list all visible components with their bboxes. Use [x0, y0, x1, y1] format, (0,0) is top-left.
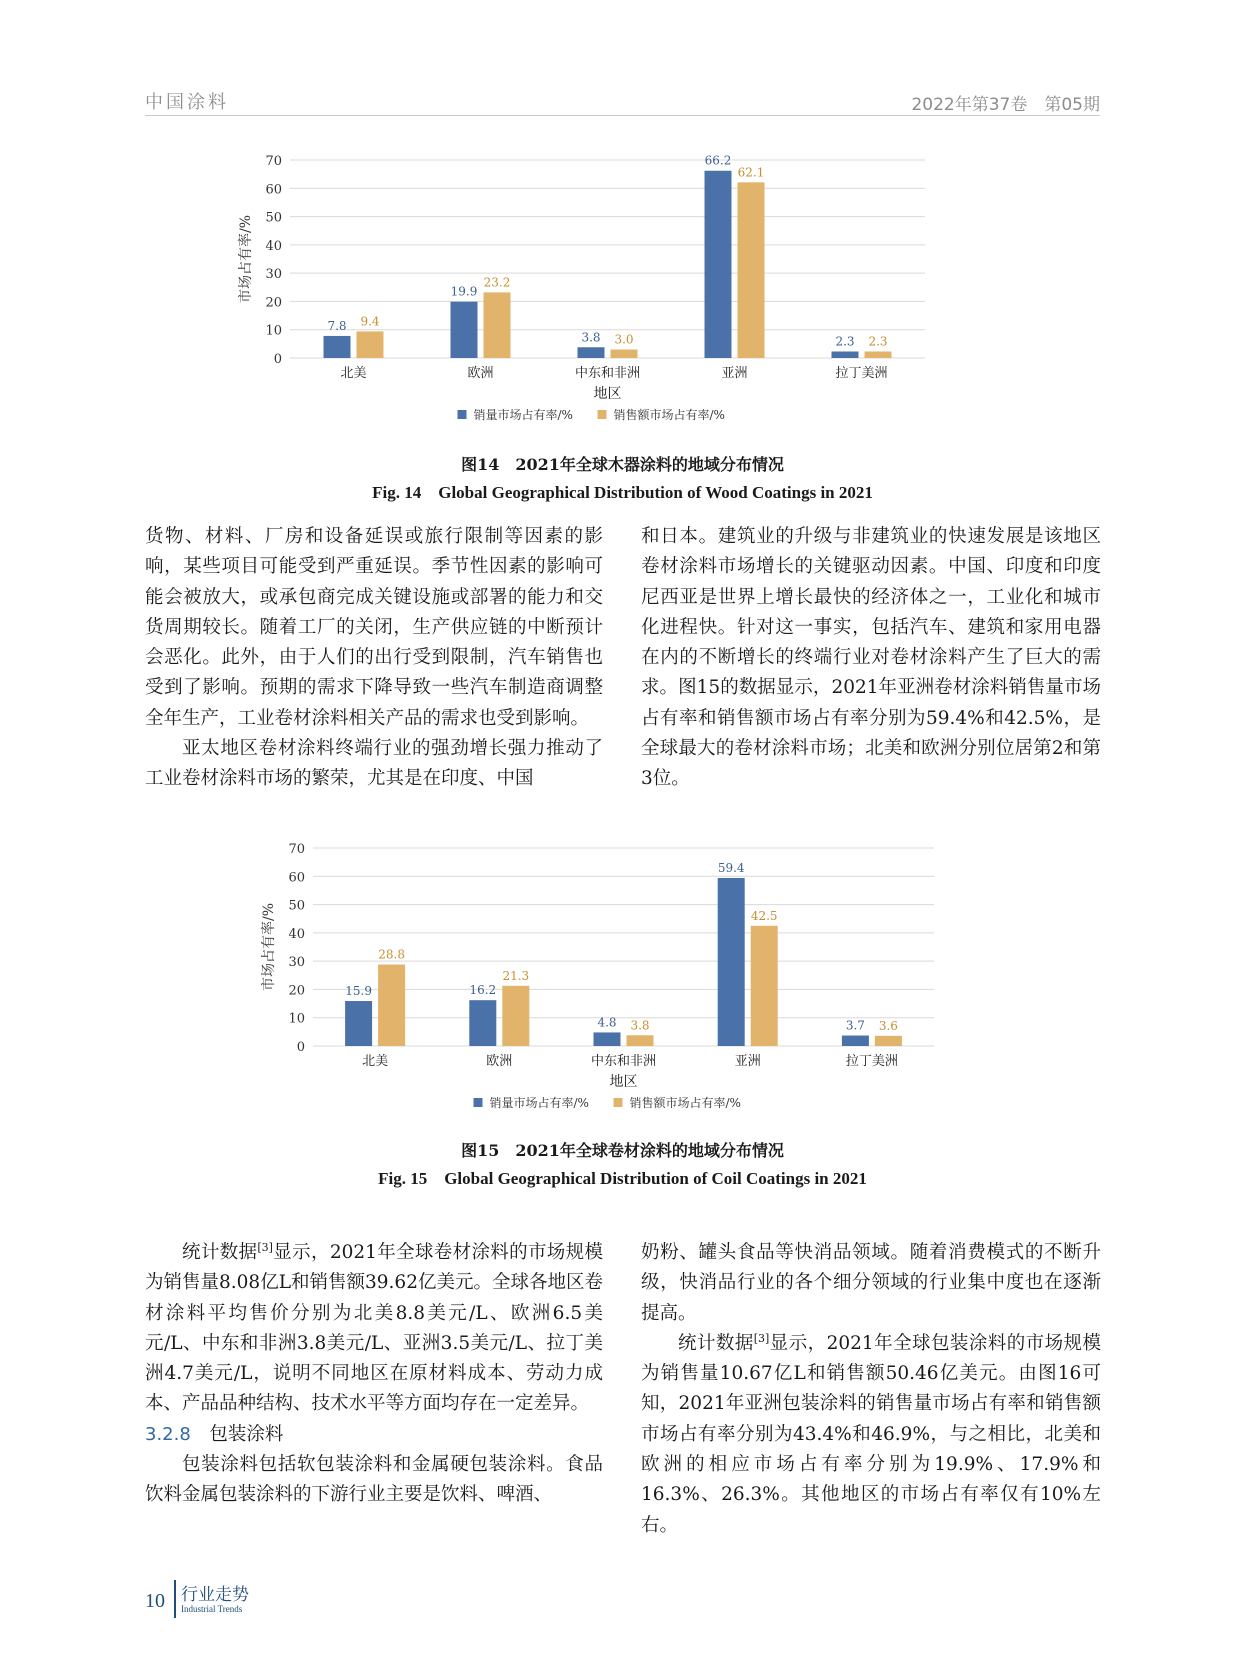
journal-name: 中国涂料 — [145, 92, 229, 113]
bar — [484, 292, 511, 358]
section-title: 包装涂料 — [209, 1423, 284, 1445]
bar — [357, 331, 384, 358]
data-label: 2.3 — [868, 334, 888, 349]
y-tick-label: 40 — [288, 926, 305, 942]
y-tick-label: 20 — [288, 983, 305, 999]
legend-swatch — [474, 1098, 483, 1107]
data-label: 28.8 — [378, 947, 405, 962]
bar — [502, 986, 529, 1046]
footer-section: 行业走势 — [181, 1585, 249, 1605]
reference-mark: [3] — [753, 1331, 770, 1345]
bar — [627, 1035, 654, 1046]
paragraph-text: 显示，2021年全球卷材涂料的市场规模为销售量8.08亿L和销售额39.62亿美元。全球各地区卷材涂料平均售价分别为北美8.8美元/L、欧洲6.5美元/L、中东和非洲3.8美元/L、亚洲3.5美元/L、拉丁美洲4.7美元/L，说明不同地区在原材料成本、劳动力成本、产品品种结构、技术水平等方面均存在一定差异。 — [145, 1242, 603, 1415]
x-axis-label: 地区 — [609, 1074, 638, 1090]
y-tick-label: 20 — [265, 295, 282, 311]
figure-14-caption-cn: 图14 2021年全球木器涂料的地域分布情况 — [461, 455, 784, 474]
x-tick-label: 欧洲 — [467, 366, 494, 381]
legend-label: 销售额市场占有率/% — [629, 1096, 741, 1110]
figure-15-chart — [0, 828, 1240, 1128]
figure-15-caption-cn: 图15 2021年全球卷材涂料的地域分布情况 — [461, 1141, 784, 1160]
x-tick-label: 拉丁美洲 — [835, 366, 888, 381]
legend-swatch — [614, 1098, 623, 1107]
text-column-1 — [145, 522, 603, 795]
figure-14-chart — [0, 140, 1240, 440]
y-tick-label: 70 — [265, 154, 282, 169]
legend-label: 销量市场占有率/% — [489, 1096, 589, 1110]
text-column-4 — [641, 1238, 1101, 1541]
data-label: 9.4 — [360, 314, 380, 329]
data-label: 59.4 — [717, 860, 745, 875]
data-label: 2.3 — [835, 334, 855, 349]
y-axis-label: 市场占有率/% — [238, 214, 254, 304]
data-label: 7.8 — [327, 318, 347, 333]
y-tick-label: 40 — [265, 238, 282, 254]
paragraph — [641, 1329, 1101, 1541]
bar — [705, 171, 732, 358]
data-label: 23.2 — [483, 275, 511, 290]
legend-label: 销售额市场占有率/% — [613, 408, 725, 422]
x-tick-label: 亚洲 — [734, 1054, 761, 1069]
data-label: 21.3 — [502, 968, 530, 983]
y-tick-label: 50 — [265, 210, 282, 226]
data-label: 19.9 — [450, 284, 478, 299]
y-tick-label: 50 — [288, 898, 305, 914]
x-axis-label: 地区 — [593, 386, 622, 402]
data-label: 15.9 — [345, 984, 372, 999]
x-tick-label: 北美 — [362, 1054, 389, 1069]
data-label: 3.0 — [614, 332, 634, 347]
text-column-3 — [145, 1238, 603, 1511]
bar — [451, 302, 478, 358]
page-number: 10 — [145, 1590, 165, 1612]
bar — [842, 1036, 869, 1046]
bar — [751, 926, 778, 1046]
x-tick-label: 欧洲 — [486, 1054, 513, 1069]
y-tick-label: 70 — [288, 842, 305, 857]
y-tick-label: 30 — [265, 267, 282, 283]
data-label: 66.2 — [704, 153, 732, 168]
footer-divider — [174, 1580, 176, 1618]
data-label: 16.2 — [469, 983, 497, 998]
paragraph-text: 统计数据 — [182, 1242, 258, 1263]
data-label: 3.7 — [845, 1018, 865, 1033]
text-column-2 — [641, 522, 1101, 795]
paragraph: 奶粉、罐头食品等快消品领域。随着消费模式的不断升级，快消品行业的各个细分领域的行业集中度也在逐渐提高。 — [641, 1242, 1101, 1324]
data-label: 62.1 — [737, 165, 765, 180]
paragraph: 和日本。建筑业的升级与非建筑业的快速发展是该地区卷材涂料市场增长的关键驱动因素。中国、印度和印度尼西亚是世界上增长最快的经济体之一，工业化和城市化进程快。针对这一事实，包括汽车、建筑和家用电器在内的不断增长的终端行业对卷材涂料产生了巨大的需求。图15的数据显示，2021年亚洲卷材涂料销售量市场占有率和销售额市场占有率分别为59.4%和42.5%，是全球最大的卷材涂料市场；北美和欧洲分别位居第2和第3位。 — [641, 526, 1101, 790]
y-tick-label: 10 — [288, 1011, 305, 1027]
x-tick-label: 中东和非洲 — [574, 366, 641, 381]
bar — [378, 965, 405, 1046]
data-label: 42.5 — [750, 908, 778, 923]
bar — [611, 350, 638, 358]
bar — [469, 1000, 496, 1046]
paragraph — [145, 1238, 603, 1420]
paragraph: 包装涂料包括软包装涂料和金属硬包装涂料。食品饮料金属包装涂料的下游行业主要是饮料、啤酒、 — [145, 1454, 603, 1506]
paragraph: 亚太地区卷材涂料终端行业的强劲增长强力推动了工业卷材涂料市场的繁荣，尤其是在印度、中国 — [145, 738, 603, 790]
bar — [718, 878, 745, 1046]
figure-15-caption-en: Fig. 15 Global Geographical Distribution of Coil Coatings in 2021 — [378, 1169, 867, 1188]
legend-swatch — [598, 410, 607, 419]
reference-mark: [3] — [257, 1240, 273, 1254]
bar — [324, 336, 351, 358]
y-tick-label: 0 — [296, 1040, 305, 1055]
bar — [875, 1036, 902, 1046]
footer-section-en: Industrial Trends — [181, 1604, 243, 1614]
y-axis-label: 市场占有率/% — [261, 902, 277, 992]
x-tick-label: 北美 — [340, 366, 367, 381]
y-tick-label: 10 — [265, 323, 282, 339]
data-label: 3.6 — [878, 1018, 898, 1033]
x-tick-label: 拉丁美洲 — [845, 1054, 898, 1069]
legend-swatch — [458, 410, 467, 419]
bar — [738, 182, 765, 358]
x-tick-label: 亚洲 — [721, 366, 748, 381]
paragraph-text: 统计数据 — [678, 1332, 754, 1354]
paragraph: 货物、材料、厂房和设备延误或旅行限制等因素的影响，某些项目可能受到严重延误。季节性因素的影响可能会被放大，或承包商完成关键设施或部署的能力和交货周期较长。随着工厂的关闭，生产供应链的中断预计会恶化。此外，由于人们的出行受到限制，汽车销售也受到了影响。预期的需求下降导致一些汽车制造商调整全年生产，工业卷材涂料相关产品的需求也受到影响。 — [145, 526, 603, 729]
section-number: 3.2.8 — [145, 1423, 191, 1445]
paragraph-text: 显示，2021年全球包装涂料的市场规模为销售量10.67亿L和销售额50.46亿美元。由图16可知，2021年亚洲包装涂料的销售量市场占有率和销售额市场占有率分别为43.4%和46.9%，与之相比，北美和欧洲的相应市场占有率分别为19.9%、17.9%和16.3%、26.3%。其他地区的市场占有率仅有10%左右。 — [641, 1332, 1101, 1536]
bar — [345, 1001, 372, 1046]
bar — [578, 347, 605, 358]
data-label: 3.8 — [630, 1018, 650, 1033]
bar — [594, 1032, 621, 1046]
y-tick-label: 30 — [288, 955, 305, 971]
bar — [832, 351, 859, 358]
legend-label: 销量市场占有率/% — [473, 408, 573, 422]
section-heading — [145, 1420, 603, 1450]
data-label: 3.8 — [581, 330, 601, 345]
issue-info: 2022年第37卷 第05期 — [911, 95, 1100, 115]
y-tick-label: 60 — [288, 870, 305, 886]
y-tick-label: 60 — [265, 182, 282, 198]
figure-14-caption-en: Fig. 14 Global Geographical Distribution of Wood Coatings in 2021 — [372, 483, 873, 502]
data-label: 4.8 — [597, 1015, 617, 1030]
header-rule — [145, 115, 1100, 116]
x-tick-label: 中东和非洲 — [590, 1054, 657, 1069]
y-tick-label: 0 — [273, 352, 282, 367]
bar — [865, 351, 892, 358]
